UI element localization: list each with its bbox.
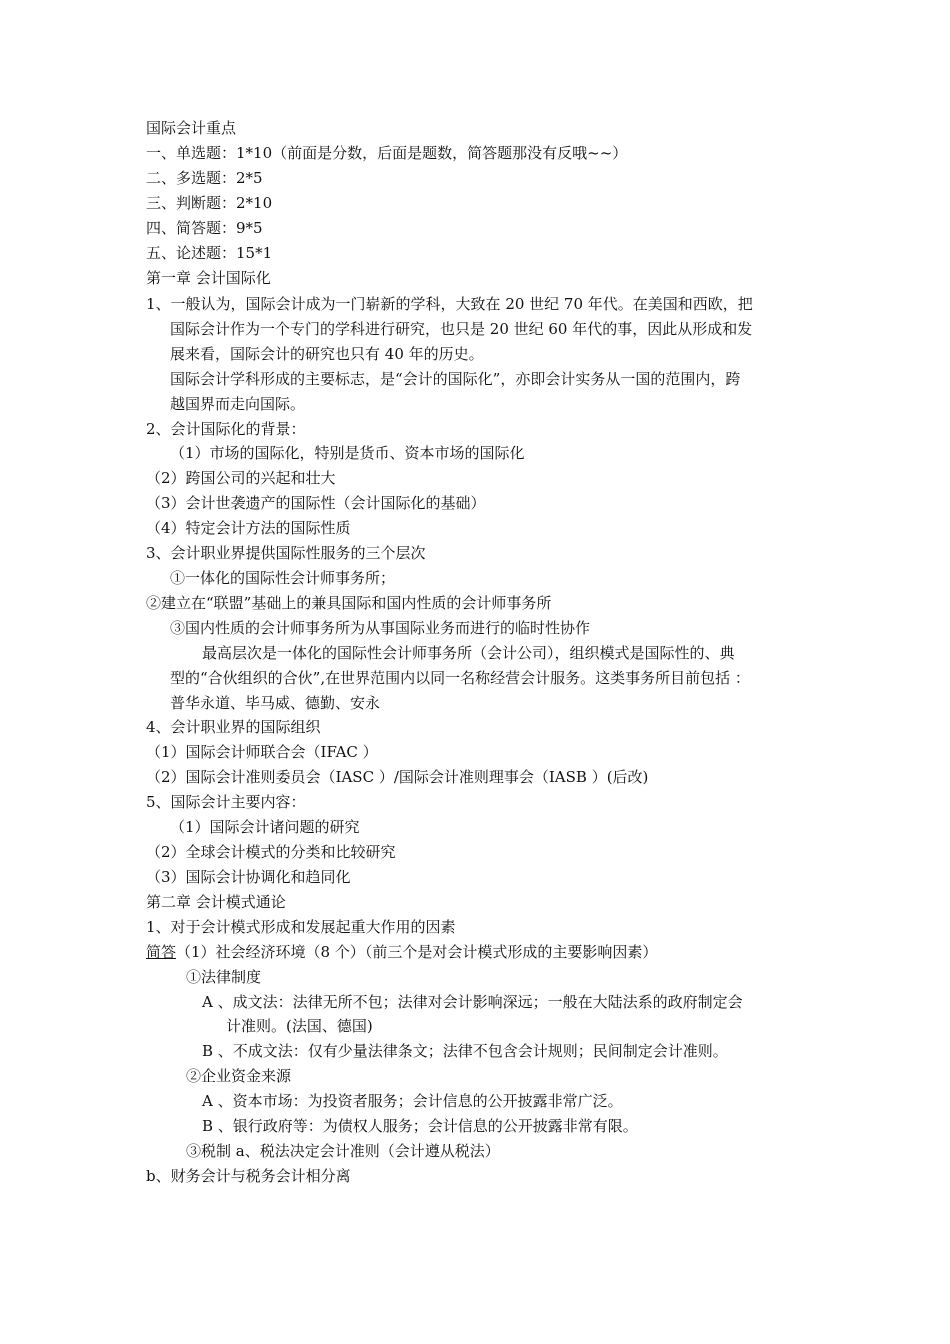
text-line: ②企业资金来源 bbox=[186, 1067, 292, 1085]
chapter2-heading: 第二章 会计模式通论 bbox=[146, 893, 286, 911]
text-line: 计准则。(法国、德国) bbox=[226, 1017, 373, 1035]
text-line: ③税制 a、税法决定会计准则（会计遵从税法） bbox=[186, 1142, 500, 1160]
text-line: B 、不成文法：仅有少量法律条文；法律不包含会计规则；民间制定会计准则。 bbox=[202, 1042, 728, 1060]
text-line: 5、国际会计主要内容： bbox=[146, 793, 306, 811]
text-line: 1、对于会计模式形成和发展起重大作用的因素 bbox=[146, 918, 456, 936]
text-line: 最高层次是一体化的国际性会计师事务所（会计公司），组织模式是国际性的、典 bbox=[202, 644, 735, 662]
text-line: A 、资本市场：为投资者服务；会计信息的公开披露非常广泛。 bbox=[202, 1092, 623, 1110]
text-line: ②建立在“联盟”基础上的兼具国际和国内性质的会计师事务所 bbox=[146, 594, 552, 612]
exam-line: 五、论述题：15*1 bbox=[146, 244, 273, 262]
text-line: A 、成文法：法律无所不包；法律对会计影响深远；一般在大陆法系的政府制定会 bbox=[202, 993, 743, 1011]
exam-line: 四、简答题：9*5 bbox=[146, 219, 263, 237]
answer-tag: 简答 bbox=[146, 943, 177, 961]
answer-text: （1）社会经济环境（8 个）（前三个是对会计模式形成的主要影响因素） bbox=[176, 943, 658, 961]
chapter1-heading: 第一章 会计国际化 bbox=[146, 269, 271, 287]
text-line: ③国内性质的会计师事务所为从事国际业务而进行的临时性协作 bbox=[170, 619, 591, 637]
exam-line: 一、单选题：1*10（前面是分数，后面是题数，简答题那没有反哦~~） bbox=[146, 144, 628, 162]
text-line: 展来看，国际会计的研究也只有 40 年的历史。 bbox=[170, 345, 484, 363]
text-line: （2）国际会计准则委员会（IASC ）/国际会计准则理事会（IASB ）(后改) bbox=[146, 768, 649, 786]
exam-line: 三、判断题：2*10 bbox=[146, 194, 273, 212]
text-line: （2）跨国公司的兴起和壮大 bbox=[146, 469, 336, 487]
text-line: B 、银行政府等：为债权人服务；会计信息的公开披露非常有限。 bbox=[202, 1117, 638, 1135]
text-line: （4）特定会计方法的国际性质 bbox=[146, 519, 351, 537]
text-line: 1、一般认为，国际会计成为一门崭新的学科，大致在 20 世纪 70 年代。在美国和西欧，把 bbox=[146, 295, 753, 313]
exam-line: 二、多选题：2*5 bbox=[146, 169, 263, 187]
text-line: ①一体化的国际性会计师事务所； bbox=[170, 569, 396, 587]
doc-title: 国际会计重点 bbox=[146, 119, 237, 137]
text-line: （3）国际会计协调化和趋同化 bbox=[146, 868, 351, 886]
text-line: 越国界而走向国际。 bbox=[170, 395, 306, 413]
answer-line bbox=[146, 942, 657, 962]
text-line: 国际会计学科形成的主要标志，是“会计的国际化”，亦即会计实务从一国的范围内，跨 bbox=[170, 370, 741, 388]
text-line: 4、会计职业界的国际组织 bbox=[146, 718, 321, 736]
text-line: 普华永道、毕马威、德勤、安永 bbox=[170, 694, 381, 712]
text-line: ①法律制度 bbox=[186, 968, 262, 986]
text-line: 2、会计国际化的背景： bbox=[146, 420, 306, 438]
text-line: 国际会计作为一个专门的学科进行研究，也只是 20 世纪 60 年代的事，因此从形成和发 bbox=[170, 320, 753, 338]
text-line: （1）市场的国际化，特别是货币、资本市场的国际化 bbox=[170, 444, 525, 462]
text-line: （1）国际会计师联合会（IFAC ） bbox=[146, 743, 378, 761]
text-line: （2）全球会计模式的分类和比较研究 bbox=[146, 843, 396, 861]
text-line: （1）国际会计诸问题的研究 bbox=[170, 818, 360, 836]
text-line: b、财务会计与税务会计相分离 bbox=[146, 1167, 351, 1185]
text-line: 3、会计职业界提供国际性服务的三个层次 bbox=[146, 544, 426, 562]
text-line: （3）会计世袭遗产的国际性（会计国际化的基础） bbox=[146, 494, 486, 512]
text-line: 型的“合伙组织的合伙”,在世界范围内以同一名称经营会计服务。这类事务所目前包括 ： bbox=[170, 669, 750, 687]
